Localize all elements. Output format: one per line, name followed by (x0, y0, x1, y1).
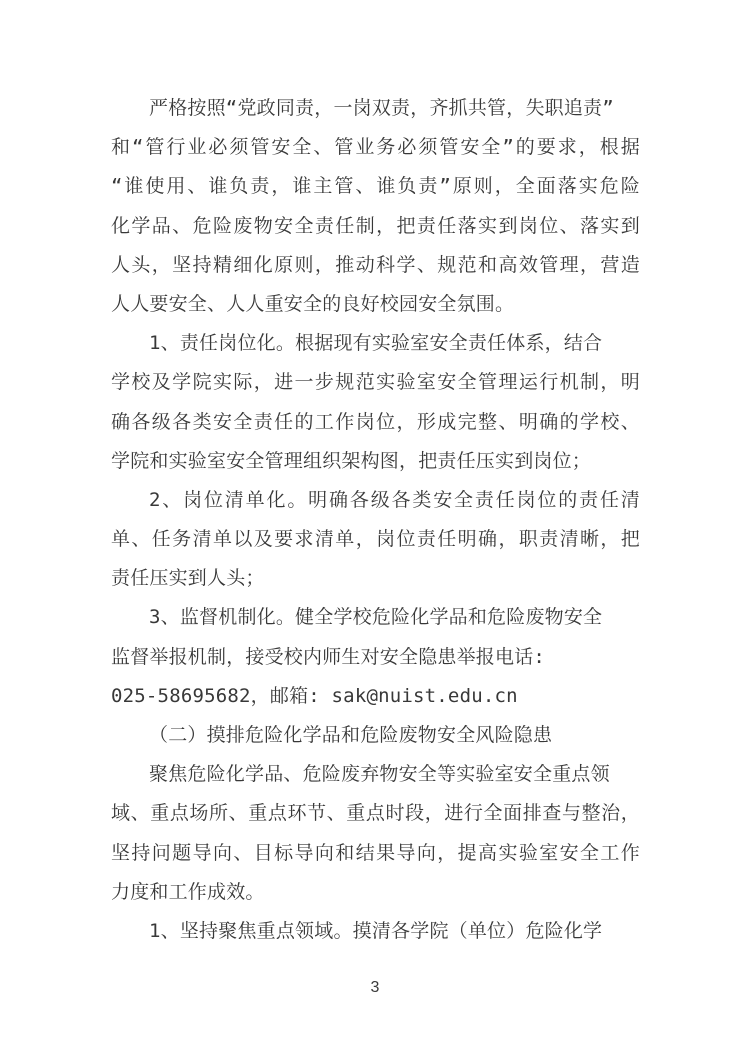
paragraph-section-2-intro (111, 755, 640, 912)
paragraph-item-1-responsibility (111, 324, 640, 481)
text-line: 人人要安全、人人重安全的良好校园安全氛围。 (111, 292, 515, 315)
text-line: 化学品、危险废物安全责任制，把责任落实到岗位、落实到 (111, 214, 640, 237)
paragraph-section-2-item-1 (111, 912, 640, 951)
text-line: 3、监督机制化。健全学校危险化学品和危险废物安全 (149, 606, 603, 629)
text-line: （二）摸排危险化学品和危险废物安全风险隐患 (149, 724, 553, 746)
paragraph-item-3-supervision (111, 598, 640, 716)
text-line: 人头，坚持精细化原则，推动科学、规范和高效管理，营造 (111, 253, 640, 276)
text-line: 学院和实验室安全管理组织架构图，把责任压实到岗位； (111, 449, 592, 472)
page-number: 3 (370, 979, 380, 996)
text-line: 1、责任岗位化。根据现有实验室安全责任体系，结合 (149, 332, 603, 355)
text-line: 确各级各类安全责任的工作岗位，形成完整、明确的学校、 (111, 410, 640, 433)
text-line: 2、岗位清单化。明确各级各类安全责任岗位的责任清 (149, 488, 640, 511)
text-line: 严格按照“党政同责，一岗双责，齐抓共管，失职追责” (149, 97, 614, 119)
text-line: “谁使用、谁负责，谁主管、谁负责”原则，全面落实危险 (111, 175, 640, 198)
text-line: 学校及学院实际，进一步规范实验室安全管理运行机制，明 (111, 371, 640, 394)
document-body (111, 89, 640, 951)
text-line: 监督举报机制，接受校内师生对安全隐患举报电话: (111, 645, 546, 668)
text-line: 025-58695682，邮箱: sak@nuist.edu.cn (111, 684, 518, 707)
text-line: 聚焦危险化学品、危险废弃物安全等实验室安全重点领 (149, 763, 610, 786)
paragraph-intro (111, 89, 640, 324)
text-line: 1、坚持聚焦重点领域。摸清各学院（单位）危险化学 (149, 919, 603, 942)
text-line: 力度和工作成效。 (111, 880, 265, 903)
text-line: 单、任务清单以及要求清单，岗位责任明确，职责清晰，把 (111, 528, 640, 551)
paragraph-section-2-heading (111, 716, 640, 755)
text-line: 责任压实到人头； (111, 567, 265, 590)
text-line: 域、重点场所、重点环节、重点时段，进行全面排查与整治， (111, 802, 640, 825)
text-line: 和“管行业必须管安全、管业务必须管安全”的要求，根据 (111, 136, 640, 159)
paragraph-item-2-checklist (111, 481, 640, 599)
text-line: 坚持问题导向、目标导向和结果导向，提高实验室安全工作 (111, 841, 640, 864)
